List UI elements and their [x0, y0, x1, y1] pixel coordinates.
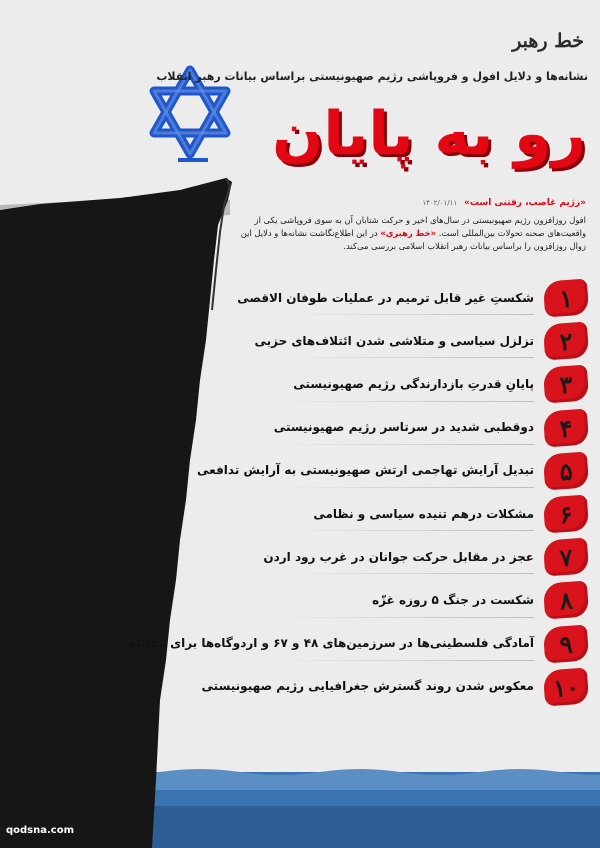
list-item [242, 492, 592, 535]
list-divider [272, 401, 534, 402]
list-item [201, 665, 592, 708]
brand-logo: خط رهبر [512, 30, 584, 52]
list-item-label: تبدیل آرایش تهاجمی ارتش صهیونیستی به آرایش تدافعی [197, 463, 534, 478]
list-divider [272, 444, 534, 445]
list-item-number: ۹ [543, 624, 589, 663]
list-item-number: ۸ [543, 581, 589, 620]
list-item [237, 276, 592, 319]
leader-quote [422, 198, 586, 208]
list-item-number: ۷ [543, 538, 589, 577]
list-item-number: ۱۰ [543, 667, 589, 706]
list-item-label: مشکلات درهم تنیده سیاسی و نظامی [313, 506, 534, 521]
list-item [242, 578, 592, 621]
list-item [128, 622, 592, 665]
list-item-number: ۳ [543, 365, 589, 404]
list-item-label: عجز در مقابل حرکت جوانان در غرب رود اردن [263, 549, 534, 564]
list-item-label: شکستِ غیر قابل ترمیم در عملیات طوفان الاقصی [237, 290, 534, 305]
list-item-number: ۴ [543, 408, 589, 447]
signs-list [128, 276, 592, 708]
list-divider [272, 487, 534, 488]
list-divider [272, 357, 534, 358]
list-divider [272, 617, 534, 618]
list-item-label: معکوس شدن روند گسترش جغرافیایی رژیم صهیونیستی [201, 679, 534, 694]
poster-subtitle: نشانه‌ها و دلایل افول و فروپاشی رژیم صهیونیستی براساس بیانات رهبر انقلاب [156, 70, 588, 83]
intro-paragraph [238, 214, 586, 253]
quote-text: «رژیم غاصب، رفتنی است» [464, 198, 586, 208]
list-item-label: آمادگی فلسطینی‌ها در سرزمین‌های ۴۸ و ۶۷ و اردوگاه‌ها برای مقابله [128, 636, 534, 651]
list-divider [272, 530, 534, 531]
list-divider [272, 314, 534, 315]
list-item-number: ۲ [543, 322, 589, 361]
list-item [242, 406, 592, 449]
list-divider [272, 573, 534, 574]
list-divider [272, 660, 534, 661]
list-item-number: ۱ [543, 279, 589, 318]
quote-date: ۱۴۰۲/۰۱/۱۱ [422, 199, 458, 207]
list-item [242, 319, 592, 362]
star-stand [178, 158, 208, 162]
list-item-number: ۶ [543, 494, 589, 533]
list-item [242, 362, 592, 405]
intro-text-2: در این اطلاع‌نگاشت نشانه‌ها و دلایل این زوال روزافزون را براساس بیانات رهبر انقلاب اسلامی بررسی می‌کند. [240, 228, 586, 251]
list-item-label: دوقطبی شدید در سرتاسر رژیم صهیونیستی [273, 420, 534, 435]
list-item-label: شکست در جنگ ۵ روزه غزّه [372, 592, 534, 607]
intro-highlight: «خط رهبری» [380, 228, 437, 238]
list-item-label: تزلزل سیاسی و متلاشی شدن ائتلاف‌های حزبی [254, 333, 534, 348]
list-item-number: ۵ [543, 451, 589, 490]
source-website: qodsna.com [6, 825, 75, 836]
poster-title: رو به پایان [272, 99, 586, 169]
list-item [197, 449, 592, 492]
list-item [242, 535, 592, 578]
list-item-label: پایانِ قدرتِ بازدارندگی رژیم صهیونیستی [293, 376, 534, 391]
intro-text-1: افول روزافزون رژیم صهیونیستی در سال‌های اخیر و حرکت شتابان آن به سوی فروپاشی یکی از واقعیت‌های صحنه تحولات بین‌المللی است. [254, 215, 586, 238]
